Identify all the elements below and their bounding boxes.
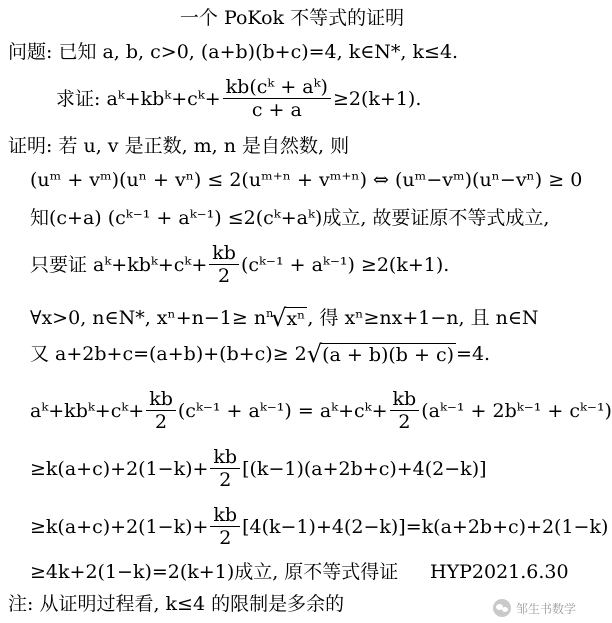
author-signature: HYP2021.6.30 <box>430 561 569 583</box>
reduction-fraction-numerator: kb <box>209 242 239 265</box>
prove-fraction <box>223 76 331 121</box>
expansion-fraction-1-denominator: 2 <box>155 411 168 433</box>
expansion-suffix: (aᵏ⁻¹ + 2bᵏ⁻¹ + cᵏ⁻¹) <box>421 399 612 422</box>
reduction-fraction-denominator: 2 <box>218 265 231 287</box>
watermark <box>493 599 576 617</box>
proof-am-gm <box>30 342 490 366</box>
proof-step-2 <box>30 504 608 549</box>
step-1-suffix: [(k−1)(a+2b+c)+4(2−k)] <box>242 457 487 480</box>
am-gm-suffix: =4. <box>456 343 491 365</box>
expansion-middle: (cᵏ⁻¹ + aᵏ⁻¹) = aᵏ+cᵏ+ <box>177 399 388 422</box>
proof-reduction <box>30 242 449 287</box>
step-1-fraction <box>210 446 240 491</box>
expansion-fraction-1 <box>146 388 176 433</box>
nth-root <box>266 306 307 330</box>
proof-lemma-consequence: 知(c+a) (cᵏ⁻¹ + aᵏ⁻¹) ≤2(cᵏ+aᵏ)成立, 故要证原不等式成立, <box>30 207 550 229</box>
reduction-prefix: 只要证 aᵏ+kbᵏ+cᵏ+ <box>30 253 208 276</box>
problem-to-prove <box>56 76 421 121</box>
step-2-fraction <box>210 504 240 549</box>
step-1-fraction-denominator: 2 <box>219 469 232 491</box>
page-title: 一个 PoKok 不等式的证明 <box>179 7 405 29</box>
footnote: 注: 从证明过程看, k≤4 的限制是多余的 <box>8 593 345 615</box>
prove-suffix: ≥2(k+1). <box>332 87 422 110</box>
expansion-fraction-2-denominator: 2 <box>398 411 411 433</box>
reduction-fraction <box>209 242 239 287</box>
bernoulli-suffix: , 得 xⁿ≥nx+1−n, 且 n∈N <box>307 307 539 329</box>
step-1-fraction-numerator: kb <box>210 446 240 469</box>
expansion-fraction-2 <box>390 388 420 433</box>
proof-expansion <box>30 388 612 433</box>
step-2-prefix: ≥k(a+c)+2(1−k)+ <box>30 515 209 538</box>
radical-sign: √ <box>271 304 287 332</box>
step-2-fraction-numerator: kb <box>210 504 240 527</box>
step-2-suffix: [4(k−1)+4(2−k)]=k(a+2b+c)+2(1−k) <box>242 515 609 538</box>
wechat-icon <box>493 599 511 617</box>
step-1-prefix: ≥k(a+c)+2(1−k)+ <box>30 457 209 480</box>
prove-fraction-numerator: kb(cᵏ + aᵏ) <box>223 76 331 99</box>
expansion-prefix: aᵏ+kbᵏ+cᵏ+ <box>30 399 145 422</box>
proof-lemma: (uᵐ + vᵐ)(uⁿ + vⁿ) ≤ 2(uᵐ⁺ⁿ + vᵐ⁺ⁿ) ⇔ (uᵐ−vᵐ)(uⁿ−vⁿ) ≥ 0 <box>30 169 583 191</box>
proof-intro: 证明: 若 u, v 是正数, m, n 是自然数, 则 <box>8 135 350 157</box>
expansion-fraction-2-numerator: kb <box>390 388 420 411</box>
root-radicand: xⁿ <box>286 308 306 330</box>
watermark-text: 邹生书数学 <box>515 601 576 616</box>
prove-prefix: 求证: aᵏ+kbᵏ+cᵏ+ <box>56 87 221 110</box>
proof-conclusion: ≥4k+2(1−k)=2(k+1)成立, 原不等式得证 <box>30 561 399 583</box>
step-2-fraction-denominator: 2 <box>219 527 232 549</box>
root-index: n <box>266 307 274 320</box>
bernoulli-prefix: ∀x>0, n∈N*, xⁿ+n−1≥ n <box>30 307 267 329</box>
proof-bernoulli <box>30 306 539 330</box>
expansion-fraction-1-numerator: kb <box>146 388 176 411</box>
am-gm-prefix: 又 a+2b+c=(a+b)+(b+c)≥ 2 <box>30 343 307 365</box>
radical-sign: √ <box>306 340 323 368</box>
root-radicand: (a + b)(b + c) <box>322 344 455 366</box>
prove-fraction-denominator: c + a <box>251 99 302 121</box>
reduction-suffix: (cᵏ⁻¹ + aᵏ⁻¹) ≥2(k+1). <box>240 253 450 276</box>
proof-step-1 <box>30 446 487 491</box>
square-root <box>307 342 456 366</box>
problem-statement: 问题: 已知 a, b, c>0, (a+b)(b+c)=4, k∈N*, k≤4. <box>8 41 459 63</box>
